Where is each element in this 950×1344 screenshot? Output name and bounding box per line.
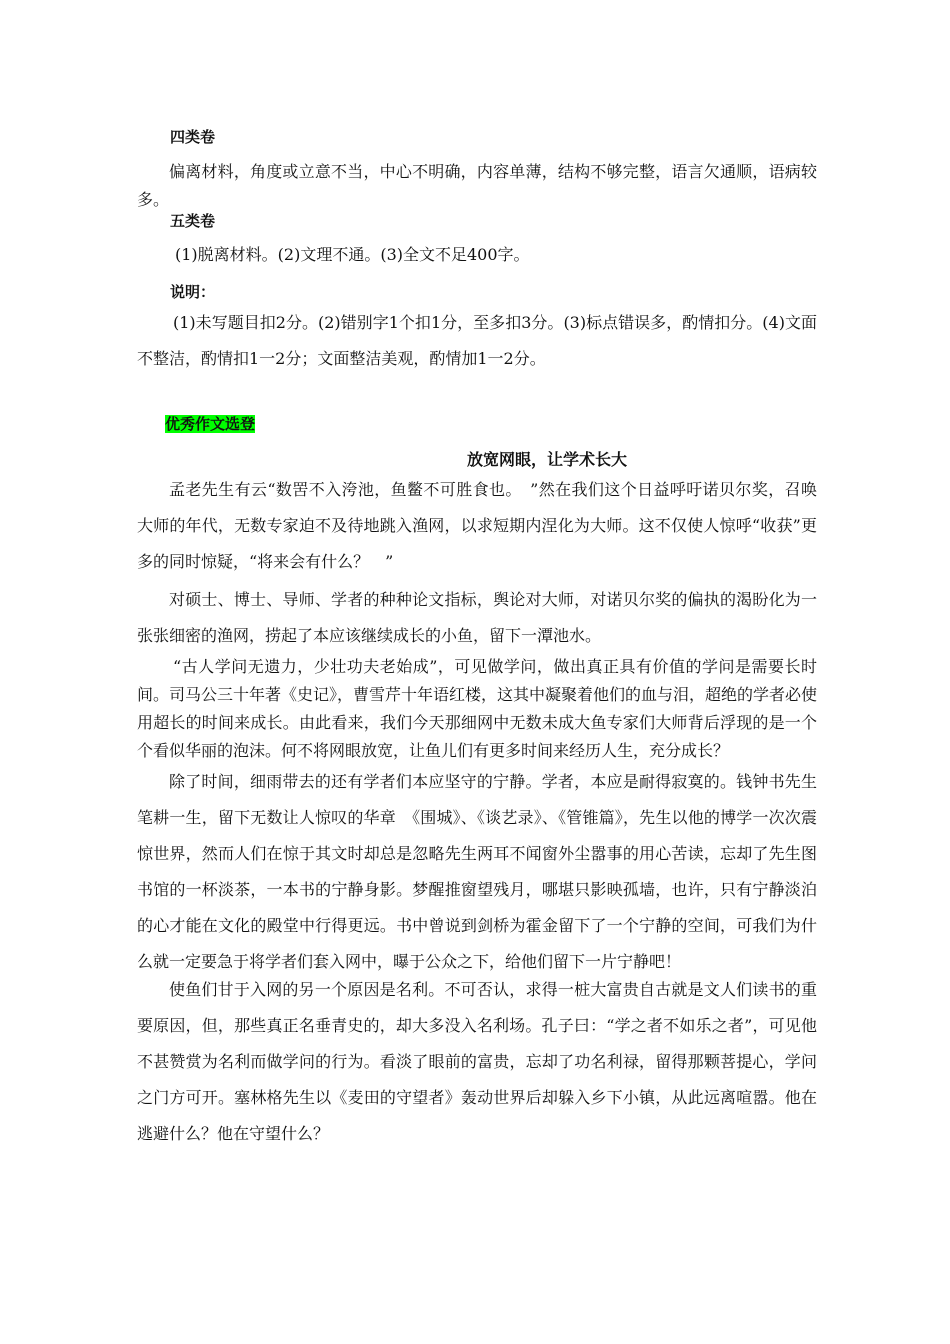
notes-heading: 说明： [170, 283, 216, 301]
grade4-heading: 四类卷 [170, 128, 216, 146]
grade4-text: 偏离材料，角度或立意不当，中心不明确，内容单薄，结构不够完整，语言欠通顺，语病较多。 [137, 162, 817, 209]
essay-paragraph-4: 除了时间，细雨带去的还有学者们本应坚守的宁静。学者，本应是耐得寂寞的。钱钟书先生笔耕一生，留下无数让人惊叹的华章 《围城》、《谈艺录》、《管锥篇》，先生以他的博学一次次震惊世界，然而人们在惊于其文时却总是忽略先生两耳不闻窗外尘嚣事的用心苦读，忘却了先生图书馆的一杯淡茶，一本书的宁静身影。梦醒推窗望残月，哪堪只影映孤墙，也许，只有宁静淡泊的心才能在文化的殿堂中行得更远。书中曾说到剑桥为霍金留下了一个宁静的空间，可我们为什么就一定要急于将学者们套入网中，曝于公众之下，给他们留下一片宁静吧！ [137, 772, 817, 971]
essay-title: 放宽网眼，让学术长大 [466, 450, 627, 469]
essay-paragraph-1: 孟老先生有云“数罟不入洿池，鱼鳖不可胜食也。 ”然在我们这个日益呼吁诺贝尔奖，召唤大师的年代，无数专家迫不及待地跳入渔网，以求短期内涅化为大师。这不仅使人惊呼“收获”更多的同时惊疑，“将来会有什么？ ” [137, 480, 817, 571]
essay-paragraph-2: 对硕士、博士、导师、学者的种种论文指标，舆论对大师，对诺贝尔奖的偏执的渴盼化为一张张细密的渔网，捞起了本应该继续成长的小鱼，留下一潭池水。 [137, 590, 817, 645]
section-label-text: 优秀作文选登 [165, 415, 256, 433]
essay-paragraph-5: 使鱼们甘于入网的另一个原因是名利。不可否认，求得一桩大富贵自古就是文人们读书的重要原因，但，那些真正名垂青史的，却大多没入名利场。孔子曰：“学之者不如乐之者”，可见他不甚赞赏为名利而做学问的行为。看淡了眼前的富贵，忘却了功名利禄，留得那颗菩提心，学问之门方可开。塞林格先生以《麦田的守望者》轰动世界后却躲入乡下小镇，从此远离喧嚣。他在逃避什么？他在守望什么？ [137, 980, 817, 1143]
grade5-text: (1)脱离材料。(2)文理不通。(3)全文不足400字。 [175, 245, 530, 264]
section-label [165, 413, 255, 434]
grade5-heading: 五类卷 [170, 212, 216, 230]
notes-text: (1)未写题目扣2分。(2)错别字1个扣1分，至多扣3分。(3)标点错误多，酌情扣分。(4)文面不整洁，酌情扣1一2分；文面整洁美观，酌情加1一2分。 [137, 313, 817, 368]
essay-paragraph-3: “古人学问无遗力，少壮功夫老始成”，可见做学问，做出真正具有价值的学问是需要长时间。司马公三十年著《史记》，曹雪芹十年语红楼，这其中凝聚着他们的血与泪，超绝的学者必使用超长的时间来成长。由此看来，我们今天那细网中无数未成大鱼专家们大师背后浮现的是一个个看似华丽的泡沫。何不将网眼放宽，让鱼儿们有更多时间来经历人生，充分成长？ [137, 657, 818, 760]
